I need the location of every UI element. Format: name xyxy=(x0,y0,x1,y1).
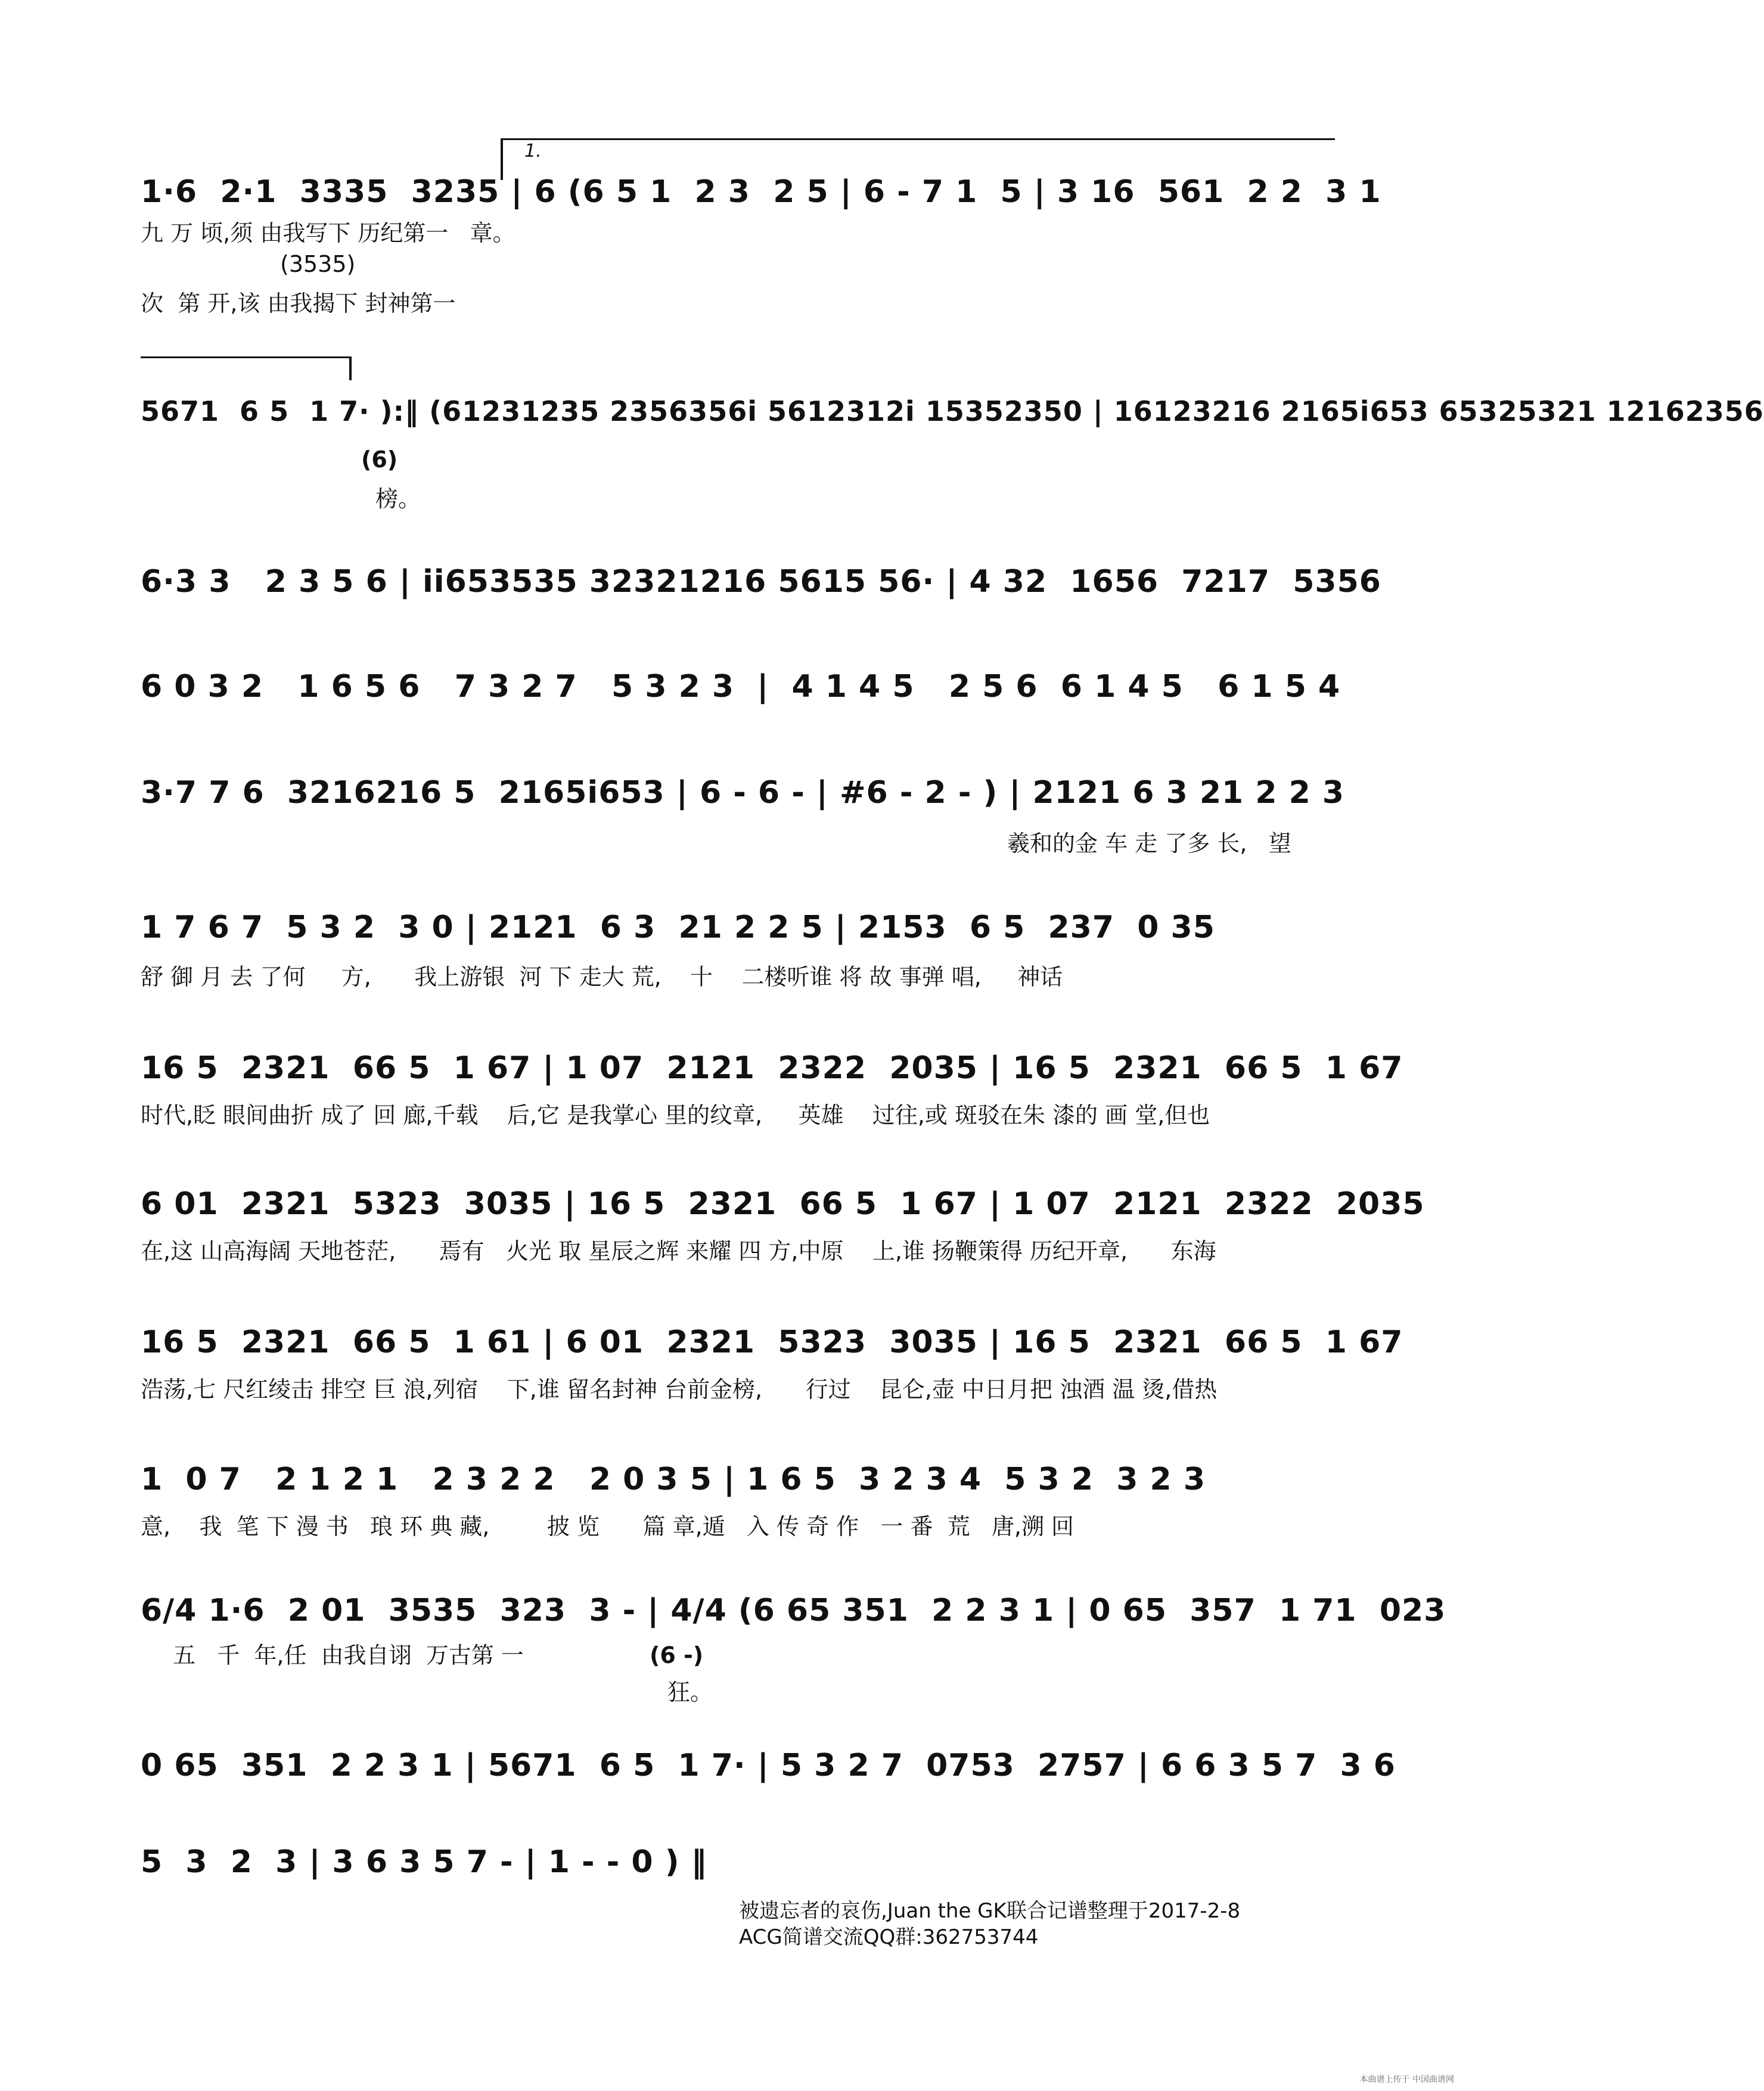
score-system-8-lyrics: 在,这 山高海阔 天地苍茫, 焉有 火光 取 星辰之辉 来耀 四 方,中原 上,谁 扬鞭策得 历纪开章, 东海 xyxy=(141,1238,1216,1264)
score-system-10-notes: 1 0 7 2 1 2 1 2 3 2 2 2 0 3 5 | 1 6 5 3 2 3 4 5 3 2 3 2 3 xyxy=(141,1462,1206,1497)
score-system-6-lyrics: 舒 御 月 去 了何 方, 我上游银 河 下 走大 荒, 十 二楼听谁 将 故 事弹 唱, 神话 xyxy=(141,964,1063,990)
score-system-1-lyrics-verse2: 次 第 开,该 由我揭下 封神第一 xyxy=(141,290,456,317)
score-system-1-lyrics-verse1: 九 万 顷,须 由我写下 历纪第一 章。 xyxy=(141,220,515,246)
score-system-3-notes: 6·3 3 2 3 5 6 | ii653535 32321216 5615 56· | 4 32 1656 7217 5356 xyxy=(141,564,1381,600)
volta-bracket-end xyxy=(141,356,349,358)
score-system-13-notes: 5 3 2 3 | 3 6 3 5 7 - | 1 - - 0 ) ‖ xyxy=(141,1844,707,1880)
score-system-11-lyrics: 五 千 年,任 由我自诩 万古第 一 xyxy=(173,1642,524,1668)
score-system-1-paren-notes: (3535) xyxy=(280,251,356,277)
volta-bracket-end-tick xyxy=(349,356,352,380)
score-system-12-notes: 0 65 351 2 2 3 1 | 5671 6 5 1 7· | 5 3 2 7 0753 2757 | 6 6 3 5 7 3 6 xyxy=(141,1748,1396,1783)
score-system-2-notes: 5671 6 5 1 7· ):‖ (61231235 2356356i 5612312i 15352350 | 16123216 2165i653 65325321 12162356 xyxy=(141,395,1764,427)
score-system-11-lyrics-end: 狂。 xyxy=(667,1679,713,1705)
score-system-6-notes: 1 7 6 7 5 3 2 3 0 | 2121 6 3 21 2 2 5 | 2153 6 5 237 0 35 xyxy=(141,910,1215,945)
score-system-11-notes: 6/4 1·6 2 01 3535 323 3 - | 4/4 (6 65 351 2 2 3 1 | 0 65 357 1 71 023 xyxy=(141,1593,1446,1628)
score-system-11-paren-notes: (6 -) xyxy=(650,1642,704,1668)
score-system-7-notes: 16 5 2321 66 5 1 67 | 1 07 2121 2322 2035 | 16 5 2321 66 5 1 67 xyxy=(141,1050,1403,1086)
score-system-4-notes: 6 0 3 2 1 6 5 6 7 3 2 7 5 3 2 3 | 4 1 4 5 2 5 6 6 1 4 5 6 1 5 4 xyxy=(141,669,1341,705)
score-system-7-lyrics: 时代,眨 眼间曲折 成了 回 廊,千载 后,它 是我掌心 里的纹章, 英雄 过往,或 斑驳在朱 漆的 画 堂,但也 xyxy=(141,1102,1210,1128)
score-system-9-notes: 16 5 2321 66 5 1 61 | 6 01 2321 5323 3035 | 16 5 2321 66 5 1 67 xyxy=(141,1324,1403,1360)
score-system-8-notes: 6 01 2321 5323 3035 | 16 5 2321 66 5 1 67 | 1 07 2121 2322 2035 xyxy=(141,1186,1425,1222)
score-system-1-notes: 1·6 2·1 3335 3235 | 6 (6 5 1 2 3 2 5 | 6 - 7 1 5 | 3 16 561 2 2 3 1 xyxy=(141,174,1381,210)
credit-line-1: 被遗忘者的哀伤,Juan the GK联合记谱整理于2017-2-8 xyxy=(739,1899,1241,1923)
score-system-10-lyrics: 意, 我 笔 下 漫 书 琅 环 典 藏, 披 览 篇 章,遁 入 传 奇 作 一 番 荒 唐,溯 回 xyxy=(141,1513,1074,1540)
credit-line-2: ACG简谱交流QQ群:362753744 xyxy=(739,1925,1039,1949)
watermark: 本曲谱上传于 中国曲谱网 xyxy=(1359,2075,1454,2084)
score-system-2-paren-note: (6) xyxy=(361,446,398,473)
score-system-2-lyrics: 榜。 xyxy=(375,486,421,512)
score-system-5-notes: 3·7 7 6 3216216 5 2165i653 | 6 - 6 - | #6 - 2 - ) | 2121 6 3 21 2 2 3 xyxy=(141,775,1345,811)
volta-label: 1. xyxy=(524,141,542,162)
score-system-9-lyrics: 浩荡,七 尺红绫击 排空 巨 浪,列宿 下,谁 留名封神 台前金榜, 行过 昆仑,壶 中日月把 浊酒 温 烫,借热 xyxy=(141,1376,1218,1403)
score-system-5-lyrics: 羲和的金 车 走 了多 长, 望 xyxy=(1007,830,1291,857)
